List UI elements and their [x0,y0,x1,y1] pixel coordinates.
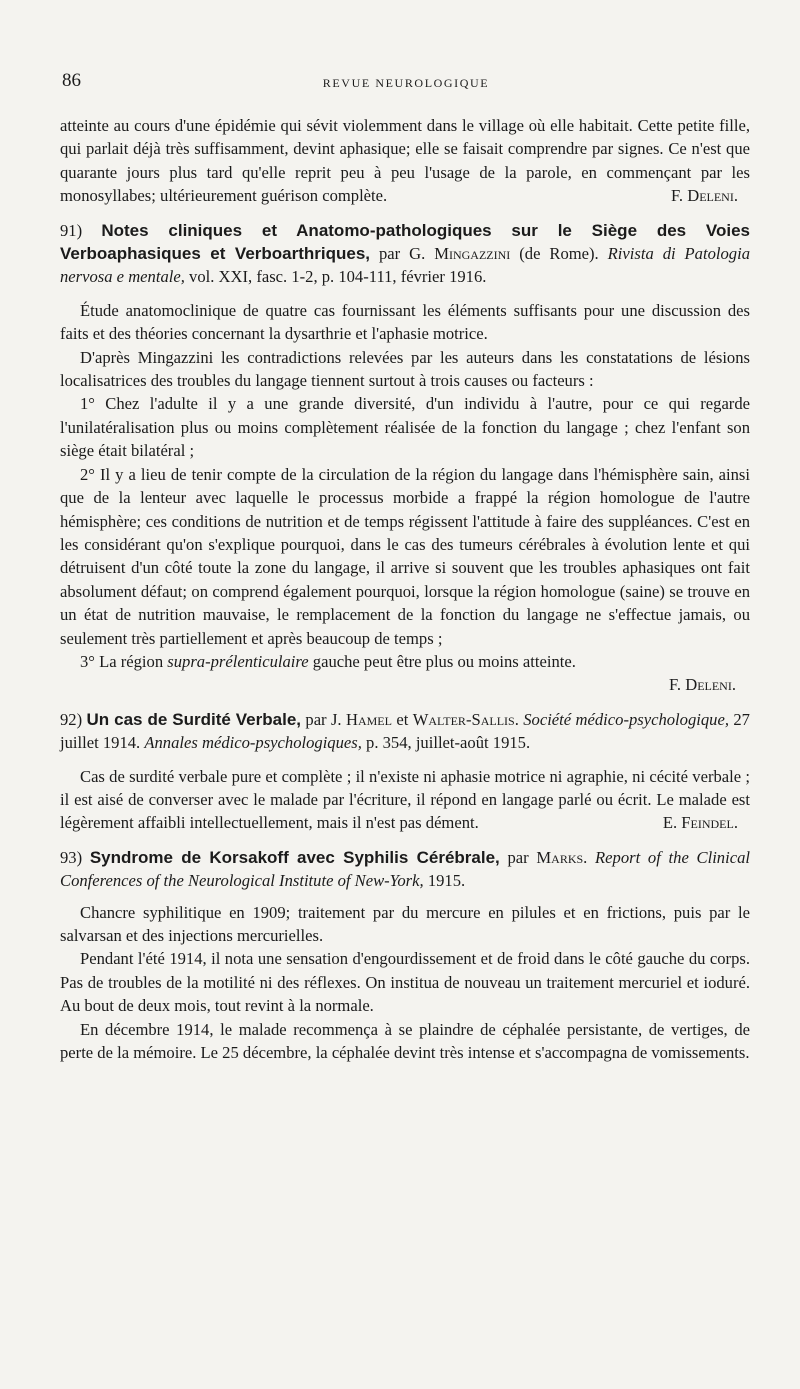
entry-92-title: Un cas de Surdité Verbale, [86,709,301,729]
entry-91-heading [60,219,750,289]
entry-92-society: Société médico-psychologique, [523,709,729,729]
running-head: REVUE NEUROLOGIQUE [322,76,490,90]
entry-93-journal: Report of the Clinical Conferences of the Neurological Institute of New-York, [60,847,750,891]
entry-93-paragraph-1: Chancre syphilitique en 1909; traitement par du mercure en pilules et en frictions, puis par le salvarsan et des injections mercurielles. [60,902,750,945]
entry-91-number: 91) [60,220,83,240]
entry-93-by: par [507,847,529,867]
entry-93-title: Syndrome de Korsakoff avec Syphilis Cérébrale, [89,847,500,867]
entry-92-paragraph-1 [60,765,750,835]
entry-91-p5-end: gauche peut être plus ou moins atteinte. [312,651,576,671]
entry-91-author: Mingazzini [434,244,511,264]
page-number: 86 [62,70,81,91]
entry-91 [60,219,750,697]
entry-93-heading [60,846,750,893]
entry-93-number: 93) [60,847,83,867]
entry-93-author: Marks. [536,847,588,867]
entry-92-and: et [396,709,409,729]
entry-92-author-1: Hamel [345,709,392,729]
entry-92-heading [60,708,750,755]
entry-91-p5-italic: supra-prélenticulaire [167,651,309,671]
entry-91-title: Notes cliniques et Anatomo-pathologiques sur le Siège des Voies Verboaphasiques et Verboarthriques, [60,220,751,264]
entry-91-signature: F. Deleni. [669,675,736,695]
entry-91-journal: Rivista di Patologia nervosa e mentale, [60,244,750,287]
entry-92-number: 92) [60,709,83,729]
entry-91-paragraph-1: Étude anatomoclinique de quatre cas fournissant les éléments suffisants pour une discussion des faits et des théories concernant la dysarthrie et l'aphasie motrice. [60,300,750,344]
entry-92-author-2: Walter-Sallis. [412,709,519,729]
prev-entry-text [60,114,750,208]
entry-91-paragraph-5 [60,650,750,673]
entry-91-citation: vol. XXI, fasc. 1-2, p. 104-111, février 1916. [189,267,487,287]
entry-91-p5-start: 3° La région [80,651,164,671]
entry-91-paragraph-3: 1° Chez l'adulte il y a une grande diversité, d'un individu à l'autre, pour ce qui regarde l'unilatéralisation plus ou moins complètement réalisée de la fonction du langage ; chez l'enfant son siège était bilatéral ; [60,394,750,461]
entry-91-by: par G. [378,244,426,264]
entry-93 [60,846,750,1065]
entry-91-paragraph-4: 2° Il y a lieu de tenir compte de la circulation de la région du langage dans l'hémisphère sain, ainsi que de la lenteur avec laquelle le processus morbide a frappé la région homologue de l'autre hémisphère; ces conditions de nutrition et de temps régissent l'attitude à faire des suppléances. C'est en les considérant qu'on s'explique pourquoi, dans le cas des tumeurs cérébrales à évolution lente et qui détruisent d'un côté toute la zone du langage, il arrive si souvent que les troubles aphasiques ont fait absolument défaut; on comprend également pourquoi, lorsque la région homologue (saine) se trouve en un état de nutrition mauvaise, le remplacement de la fonction du langage ne s'effectue jamais, ou seulement très partiellement et après beaucoup de temps ; [60,464,750,648]
entry-91-location: (de Rome). [519,244,599,264]
entry-92-journal: Annales médico-psychologiques, [144,733,362,753]
entry-91-paragraph-2: D'après Mingazzini les contradictions relevées par les auteurs dans les constatations de lésions localisatrices des troubles du langage tiennent surtout à trois causes ou facteurs : [60,347,750,391]
page-header [62,70,750,98]
entry-92 [60,708,750,835]
entry-92-signature: E. Feindel. [662,813,738,833]
entry-92-date: 27 juillet 1914. [60,709,750,753]
prev-entry-paragraph: atteinte au cours d'une épidémie qui sévit violemment dans le village où elle habitait. Cette petite fille, qui parlait déjà très suffisamment, devint aphasique; elle se faisait comprendre par signes. Ce n'est que quarante jours plus tard qu'elle reprit peu à peu l'usage de la parole, en commençant par les monosyllabes; ultérieurement guérison complète. [60,116,750,206]
entry-93-paragraph-3: En décembre 1914, le malade recommença à se plaindre de céphalée persistante, de vertiges, de perte de la mémoire. Le 25 décembre, la céphalée devint très intense et s'accompagna de vomissements. [60,1019,750,1063]
entry-92-citation: p. 354, juillet-août 1915. [366,733,531,753]
prev-entry-signature: F. Deleni. [671,186,738,206]
entry-92-p1-text: Cas de surdité verbale pure et complète ; il n'existe ni aphasie motrice ni agraphie, ni cécité verbale ; il est aisé de converser avec le malade par l'écriture, il répond en langage parlé ou écrit. Le malade est légèrement affaibli intellectuellement, mais il n'est pas dément. [60,766,750,833]
entry-93-year: 1915. [427,871,466,891]
page-body [60,114,750,1064]
entry-92-by: par J. [305,709,342,729]
entry-93-paragraph-2: Pendant l'été 1914, il nota une sensation d'engourdissement et de froid dans le côté gauche du corps. Pas de troubles de la motilité ni des réflexes. On institua de nouveau un traitement mercuriel et ioduré. Au bout de deux mois, tout revint à la normale. [60,949,750,1016]
